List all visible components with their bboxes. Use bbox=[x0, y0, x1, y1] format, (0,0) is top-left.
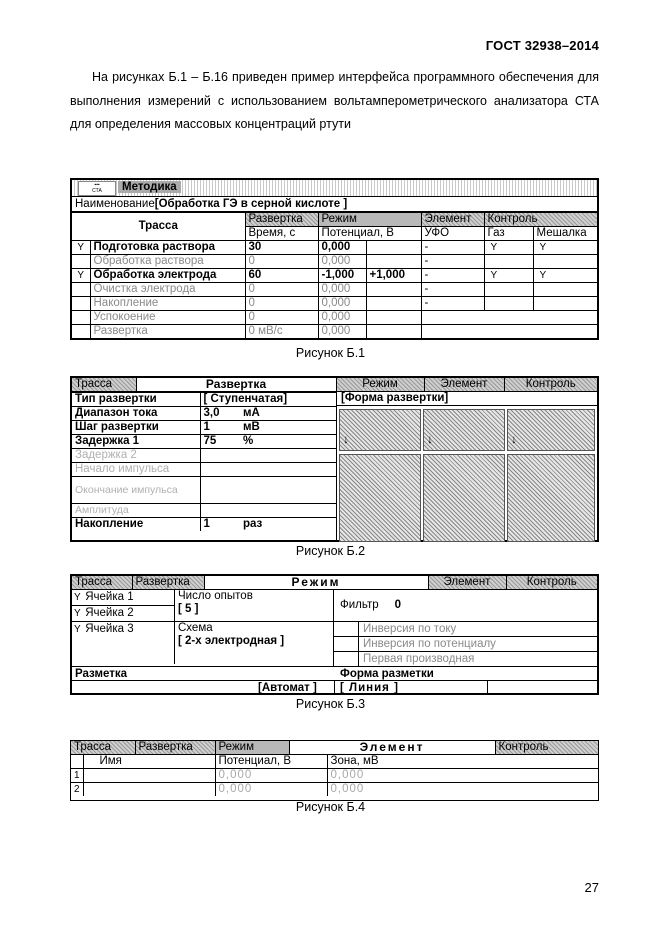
sweep-param-unit bbox=[240, 463, 336, 477]
filter-field[interactable]: 0 bbox=[394, 599, 402, 611]
page-number: 27 bbox=[584, 880, 599, 895]
time-value[interactable]: 0 bbox=[245, 311, 318, 325]
gas-checkbox[interactable]: Y bbox=[484, 241, 533, 255]
potential2-value[interactable] bbox=[366, 311, 421, 325]
cell-item-label: Ячейка 1 bbox=[85, 591, 134, 603]
marking-select[interactable]: [Автомат ] bbox=[258, 682, 317, 694]
form-select[interactable]: [ Линия ] bbox=[340, 682, 399, 694]
col-header-ufo: УФО bbox=[421, 227, 484, 241]
intro-text: На рисунках Б.1 – Б.16 приведен пример интерфейса программного обеспечения для выполнения измерений с использованием вольтамперометрического анализатора СТА для определения массовых концентраций ртути bbox=[70, 70, 599, 131]
gas-checkbox[interactable] bbox=[484, 297, 533, 311]
sweep-params-table bbox=[72, 392, 337, 531]
element-zone[interactable]: 0,000 bbox=[327, 783, 598, 797]
ufo-value[interactable]: - bbox=[421, 283, 484, 297]
col-header-name: Имя bbox=[83, 755, 215, 769]
check-y-icon[interactable] bbox=[72, 255, 90, 269]
col-header-potential: Потенциал, В bbox=[318, 227, 421, 241]
time-value[interactable]: 0 bbox=[245, 283, 318, 297]
trace-row[interactable] bbox=[72, 283, 597, 297]
tab-kontrol[interactable]: Контроль bbox=[484, 213, 597, 227]
trace-name: Обработка раствора bbox=[90, 255, 245, 269]
gas-checkbox[interactable] bbox=[484, 255, 533, 269]
option-label: Инверсия по потенциалу bbox=[363, 638, 496, 650]
caption-b2: Рисунок Б.2 bbox=[295, 544, 366, 558]
sweep-param-label: Окончание импульса bbox=[72, 477, 200, 504]
sweep-shape-option-2[interactable] bbox=[423, 409, 505, 451]
mixer-checkbox[interactable] bbox=[533, 283, 597, 297]
trace-row[interactable] bbox=[72, 297, 597, 311]
row-number: 1 bbox=[71, 769, 83, 783]
tab-rezhim[interactable]: Режим bbox=[318, 213, 421, 227]
scheme-select[interactable]: [ 2-х электродная ] bbox=[178, 635, 285, 647]
trace-name: Накопление bbox=[90, 297, 245, 311]
col-header-gas: Газ bbox=[484, 227, 533, 241]
potential-value[interactable]: 0,000 bbox=[318, 297, 366, 311]
trace-name: Успокоение bbox=[90, 311, 245, 325]
time-value[interactable]: 30 bbox=[245, 241, 318, 255]
check-y-icon[interactable]: Y bbox=[72, 241, 90, 255]
sweep-param-value[interactable]: 1 bbox=[200, 518, 240, 532]
tab-razvertka[interactable]: Развертка bbox=[245, 213, 318, 227]
sweep-param-value[interactable] bbox=[200, 477, 240, 504]
check-y-icon[interactable]: Y bbox=[72, 269, 90, 283]
checkbox[interactable] bbox=[334, 652, 359, 666]
cell-item-label: Ячейка 3 bbox=[85, 623, 134, 635]
caption-b4: Рисунок Б.4 bbox=[295, 800, 366, 814]
gas-checkbox[interactable]: Y bbox=[484, 269, 533, 283]
sweep-param-row[interactable] bbox=[72, 449, 336, 463]
cell-params bbox=[175, 590, 334, 666]
down-arrow-icon: ↓ bbox=[427, 432, 433, 446]
col-header-potential: Потенциал, В bbox=[215, 755, 327, 769]
sweep-param-unit: мА bbox=[240, 407, 336, 421]
sweep-shape-option-1[interactable] bbox=[339, 409, 421, 451]
trace-name: Развертка bbox=[90, 325, 245, 339]
marking-values-row bbox=[72, 680, 597, 695]
check-y-icon[interactable] bbox=[72, 297, 90, 311]
option-label: Первая производная bbox=[363, 653, 475, 665]
sweep-param-row[interactable] bbox=[72, 407, 336, 421]
sweep-param-label: Шаг развертки bbox=[72, 421, 200, 435]
app-logo-icon: ▪▪▪ СТА bbox=[78, 181, 116, 196]
ufo-value[interactable]: - bbox=[421, 297, 484, 311]
sweep-param-label: Задержка 2 bbox=[72, 449, 200, 463]
cell-item-1[interactable] bbox=[72, 590, 174, 606]
gas-checkbox[interactable] bbox=[484, 311, 533, 325]
check-y-icon: Y bbox=[74, 592, 81, 603]
sweep-param-unit: раз bbox=[240, 518, 336, 532]
sweep-param-unit: % bbox=[240, 435, 336, 449]
down-arrow-icon: ↓ bbox=[511, 432, 517, 446]
sweep-param-label: Амплитуда bbox=[72, 504, 200, 518]
window-title: Развертка bbox=[136, 378, 336, 392]
col-header-time: Время, с bbox=[245, 227, 318, 241]
check-y-icon[interactable] bbox=[72, 325, 90, 339]
col-header-zone: Зона, мВ bbox=[327, 755, 598, 769]
figure-b1-methodology-window bbox=[70, 178, 599, 340]
potential2-value[interactable] bbox=[366, 297, 421, 311]
tab-kontrol[interactable]: Контроль bbox=[506, 576, 597, 590]
trace-row[interactable] bbox=[72, 255, 597, 269]
sweep-params-panel bbox=[72, 392, 336, 531]
figure-b3-mode-window bbox=[70, 574, 599, 695]
filter-label: Фильтр bbox=[340, 599, 379, 611]
scheme-group bbox=[175, 622, 333, 648]
potential2-value[interactable] bbox=[366, 325, 421, 339]
mixer-checkbox[interactable] bbox=[533, 325, 597, 339]
potential-value[interactable]: 0,000 bbox=[318, 311, 366, 325]
potential2-value[interactable] bbox=[366, 241, 421, 255]
element-name[interactable] bbox=[83, 783, 215, 797]
gas-checkbox[interactable] bbox=[484, 283, 533, 297]
document-header: ГОСТ 32938–2014 bbox=[485, 38, 599, 53]
potential-value[interactable]: 0,000 bbox=[318, 325, 366, 339]
ufo-value[interactable] bbox=[421, 325, 484, 339]
sweep-param-value[interactable] bbox=[200, 463, 240, 477]
row-number-header bbox=[71, 755, 83, 769]
sweep-shape-panel bbox=[336, 392, 598, 540]
sweep-param-value[interactable]: 1 bbox=[200, 421, 240, 435]
sweep-param-value[interactable] bbox=[200, 449, 240, 463]
window-title: Режим bbox=[204, 576, 428, 590]
sweep-param-unit bbox=[240, 504, 336, 518]
tab-razvertka[interactable]: Развертка bbox=[132, 576, 204, 590]
sweep-param-row[interactable] bbox=[72, 477, 336, 504]
runs-label: Число опытов bbox=[178, 590, 253, 602]
tab-trassa[interactable]: Трасса bbox=[71, 741, 135, 755]
check-y-icon: Y bbox=[74, 608, 81, 619]
sweep-param-value[interactable]: 3,0 bbox=[200, 407, 240, 421]
ufo-value[interactable] bbox=[421, 311, 484, 325]
trace-name: Очистка электрода bbox=[90, 283, 245, 297]
element-potential[interactable]: 0,000 bbox=[215, 783, 327, 797]
time-value[interactable]: 0 мВ/с bbox=[245, 325, 318, 339]
tab-trassa[interactable]: Трасса bbox=[72, 378, 136, 392]
marking-label: Разметка bbox=[75, 668, 128, 680]
cell-item-label: Ячейка 2 bbox=[85, 607, 134, 619]
sweep-param-label: Диапазон тока bbox=[72, 407, 200, 421]
time-value[interactable]: 60 bbox=[245, 269, 318, 283]
mixer-checkbox[interactable] bbox=[533, 297, 597, 311]
window-title: Методика bbox=[118, 181, 181, 193]
window-title: Элемент bbox=[289, 741, 495, 755]
element-zone[interactable]: 0,000 bbox=[327, 769, 598, 783]
potential-value[interactable]: 0,000 bbox=[318, 255, 366, 269]
tab-rezhim[interactable]: Режим bbox=[336, 378, 424, 392]
sweep-param-unit bbox=[240, 449, 336, 463]
sweep-param-row[interactable] bbox=[72, 435, 336, 449]
sweep-param-label: Задержка 1 bbox=[72, 435, 200, 449]
runs-field[interactable]: [ 5 ] bbox=[178, 603, 199, 615]
tab-kontrol[interactable]: Контроль bbox=[504, 378, 597, 392]
ufo-value[interactable]: - bbox=[421, 269, 484, 283]
element-potential[interactable]: 0,000 bbox=[215, 769, 327, 783]
cell-item-3[interactable] bbox=[72, 622, 174, 637]
tab-trassa[interactable]: Трасса bbox=[72, 576, 132, 590]
time-value[interactable]: 0 bbox=[245, 297, 318, 311]
sweep-param-value[interactable]: 75 bbox=[200, 435, 240, 449]
check-y-icon[interactable] bbox=[72, 311, 90, 325]
sweep-param-value[interactable]: [ Ступенчатая] bbox=[200, 393, 336, 407]
method-name-row bbox=[72, 197, 597, 212]
trace-row[interactable] bbox=[72, 241, 597, 255]
sweep-shape-option-6[interactable] bbox=[507, 454, 595, 542]
sweep-param-unit bbox=[240, 477, 336, 504]
check-y-icon: Y bbox=[74, 624, 81, 635]
element-row[interactable] bbox=[71, 783, 598, 797]
tab-element[interactable]: Элемент bbox=[421, 213, 484, 227]
sweep-param-label: Тип развертки bbox=[72, 393, 200, 407]
checkbox[interactable] bbox=[334, 637, 359, 651]
sweep-param-unit: мВ bbox=[240, 421, 336, 435]
gas-checkbox[interactable] bbox=[484, 325, 533, 339]
trace-row[interactable] bbox=[72, 311, 597, 325]
figure-b2-sweep-window bbox=[70, 376, 599, 542]
scheme-label: Схема bbox=[178, 622, 213, 634]
mixer-checkbox[interactable]: Y bbox=[533, 269, 597, 283]
potential2-value[interactable]: +1,000 bbox=[366, 269, 421, 283]
mixer-checkbox[interactable] bbox=[533, 311, 597, 325]
trace-name: Обработка электрода bbox=[90, 269, 245, 283]
sweep-param-row[interactable] bbox=[72, 518, 336, 532]
caption-b3: Рисунок Б.3 bbox=[295, 697, 366, 711]
cell-list bbox=[72, 590, 175, 664]
potential2-value[interactable] bbox=[366, 255, 421, 269]
sweep-tabs bbox=[72, 378, 597, 392]
sweep-param-row[interactable] bbox=[72, 393, 336, 407]
checkbox[interactable] bbox=[334, 622, 359, 636]
filter-row bbox=[334, 590, 597, 622]
runs-group bbox=[175, 590, 333, 622]
sweep-param-row[interactable] bbox=[72, 463, 336, 477]
trace-name: Подготовка раствора bbox=[90, 241, 245, 255]
tab-element[interactable]: Элемент bbox=[428, 576, 506, 590]
sweep-param-label: Начало импульса bbox=[72, 463, 200, 477]
sweep-shape-option-3[interactable] bbox=[507, 409, 595, 451]
intro-paragraph bbox=[70, 66, 599, 137]
option-invert-potential[interactable] bbox=[334, 637, 597, 652]
caption-b1: Рисунок Б.1 bbox=[295, 346, 366, 360]
tab-element[interactable]: Элемент bbox=[424, 378, 504, 392]
element-name[interactable] bbox=[83, 769, 215, 783]
ufo-value[interactable]: - bbox=[421, 255, 484, 269]
mixer-checkbox[interactable] bbox=[533, 255, 597, 269]
method-name-label: Наименование bbox=[75, 198, 155, 210]
down-arrow-icon: ↓ bbox=[343, 432, 349, 446]
mixer-checkbox[interactable]: Y bbox=[533, 241, 597, 255]
potential-value[interactable]: 0,000 bbox=[318, 241, 366, 255]
tab-kontrol[interactable]: Контроль bbox=[495, 741, 598, 755]
figure-b4-element-window bbox=[70, 740, 599, 801]
potential-value[interactable]: -1,000 bbox=[318, 269, 366, 283]
method-name-field[interactable]: [Обработка ГЭ в серной кислоте ] bbox=[154, 198, 348, 210]
option-invert-current[interactable] bbox=[334, 622, 597, 637]
sweep-param-row[interactable] bbox=[72, 421, 336, 435]
sweep-param-value[interactable] bbox=[200, 504, 240, 518]
potential2-value[interactable] bbox=[366, 283, 421, 297]
col-header-mixer: Мешалка bbox=[533, 227, 597, 241]
window-title-bar bbox=[72, 180, 597, 197]
time-value[interactable]: 0 bbox=[245, 255, 318, 269]
trace-row[interactable] bbox=[72, 325, 597, 339]
tab-razvertka[interactable]: Развертка bbox=[135, 741, 215, 755]
tab-rezhim[interactable]: Режим bbox=[215, 741, 289, 755]
sweep-shape-option-4[interactable] bbox=[339, 454, 421, 542]
check-y-icon[interactable] bbox=[72, 283, 90, 297]
trace-table bbox=[72, 212, 598, 338]
element-row[interactable] bbox=[71, 769, 598, 783]
cell-item-2[interactable] bbox=[72, 606, 174, 622]
mode-tabs bbox=[72, 576, 597, 590]
ufo-value[interactable]: - bbox=[421, 241, 484, 255]
sweep-shape-label: [Форма развертки] bbox=[337, 392, 598, 406]
trace-row[interactable] bbox=[72, 269, 597, 283]
option-label: Инверсия по току bbox=[363, 623, 457, 635]
filter-panel bbox=[334, 590, 597, 666]
potential-value[interactable]: 0,000 bbox=[318, 283, 366, 297]
option-first-derivative[interactable] bbox=[334, 652, 597, 666]
row-number: 2 bbox=[71, 783, 83, 797]
marking-form-label: Форма разметки bbox=[340, 668, 434, 680]
sweep-param-row[interactable] bbox=[72, 504, 336, 518]
marking-header-row bbox=[72, 666, 597, 681]
col-header-trassa: Трасса bbox=[72, 213, 245, 241]
sweep-shape-option-5[interactable] bbox=[423, 454, 505, 542]
sweep-param-label: Накопление bbox=[72, 518, 200, 532]
element-table bbox=[71, 741, 598, 796]
